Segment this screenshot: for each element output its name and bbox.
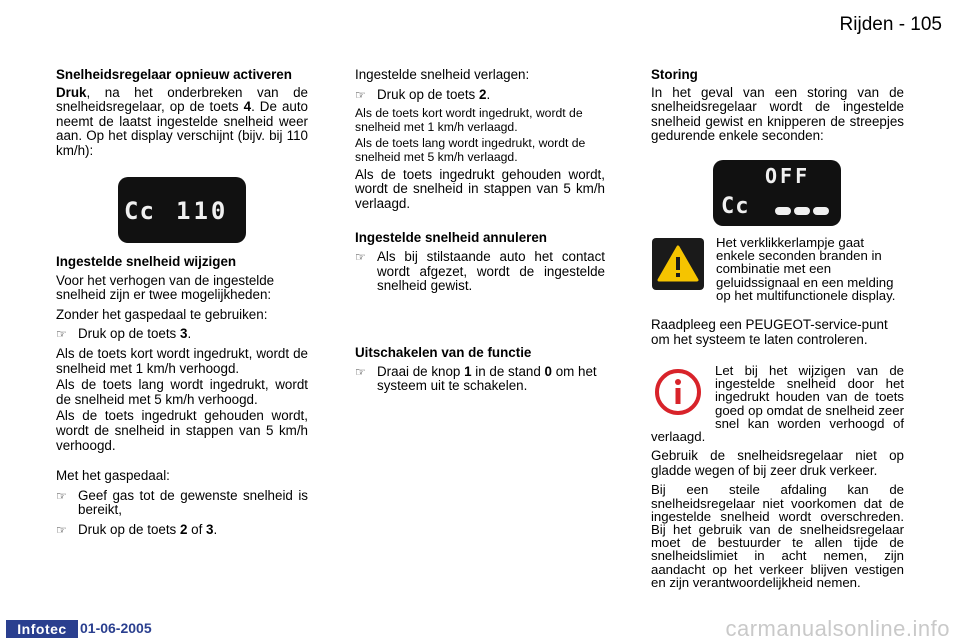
pointer-icon: ☞ <box>56 522 67 537</box>
paragraph-descent: Bij een steile afdaling kan de snelheidsregelaar niet voorkomen dat de ingestelde snelheid wordt overschreden. Bij het gebruik van de snelheidsregelaar moet de bestuurder te allen tijde de snelheidslimiet in acht nemen, zijn aandacht op het verkeer blijven vestigen en zijn verantwoordelijkheid nemen. <box>651 482 904 590</box>
column-1 <box>56 68 308 164</box>
display-cc-label: Cc <box>124 197 155 225</box>
column-3 <box>651 68 904 149</box>
header-dash: - <box>898 14 906 35</box>
info-spacer <box>651 364 715 426</box>
paragraph-contact-service: Raadpleeg een PEUGEOT-service-punt om het systeem te laten controleren. <box>651 317 888 347</box>
column-1-lower <box>56 255 308 543</box>
display-off-label: OFF <box>765 164 811 188</box>
pointer-icon: ☞ <box>355 87 366 102</box>
paragraph-increase: Voor het verhogen van de ingestelde snelheid zijn er twee mogelijkheden: <box>56 272 275 303</box>
column-2-lower <box>355 346 605 399</box>
bullet-press-3: ☞ Druk op de toets 3. <box>56 326 192 342</box>
section-title: Rijden <box>839 14 894 35</box>
info-text: Let bij het wijzigen van de ingestelde snelheid door het ingedrukt houden van de toets goed op omdat de snelheid zeer snel kan worden verhoogd of verlaagd. <box>651 363 904 445</box>
pointer-icon: ☞ <box>355 249 366 264</box>
pointer-icon: ☞ <box>56 327 67 342</box>
cruise-display-110 <box>118 177 246 243</box>
paragraph-decrease-title: Ingestelde snelheid verlagen: <box>355 67 530 82</box>
heading-malfunction: Storing <box>651 67 698 82</box>
paragraph-with-pedal: Met het gaspedaal: <box>56 468 170 484</box>
bullet-turn-knob: ☞ Draai de knop 1 in de stand 0 om het systeem uit te schakelen. <box>355 363 597 394</box>
bullet-accelerate: ☞ Geef gas tot de gewenste snelheid is bereikt, <box>56 487 308 518</box>
heading-switch-off: Uitschakelen van de functie <box>355 345 532 360</box>
paragraph-malfunction: In het geval van een storing van de snelheidsregelaar wordt de ingestelde snelheid gewist en knipperen de streepjes gedurende enkele seconden: <box>651 84 904 144</box>
warning-text: Het verklikkerlampje gaat enkele seconden branden in combinatie met een geluidssignaal en een melding op het multifunctionele display. <box>716 235 896 303</box>
infotec-logo: Infotec <box>6 620 78 638</box>
warning-icon <box>652 238 704 290</box>
paragraph-reactivate: Druk, na het onderbreken van de snelheidsregelaar, op de toets 4. De auto neemt de laatst ingestelde snelheid weer aan. Op het display verschijnt (bijv. bij 110 km/h): <box>56 84 309 158</box>
display-cc-label: Cc <box>721 194 750 219</box>
watermark: carmanualsonline.info <box>725 616 950 641</box>
bullet-press-2-or-3: ☞ Druk op de toets 2 of 3. <box>56 521 218 537</box>
display-speed-value: 110 <box>176 197 229 225</box>
heading-reactivate: Snelheidsregelaar opnieuw activeren <box>56 67 292 82</box>
column-2 <box>355 68 605 299</box>
paragraph-slippery: Gebruik de snelheidsregelaar niet op gladde wegen of bij zeer druk verkeer. <box>651 448 904 478</box>
paragraph-short-press: Als de toets kort wordt ingedrukt, wordt de snelheid met 1 km/h verhoogd. <box>56 345 308 376</box>
paragraph-long-decrease: Als de toets lang wordt ingedrukt, wordt de snelheid met 5 km/h verlaagd. <box>355 136 586 164</box>
bullet-ignition-off: ☞ Als bij stilstaande auto het contact wordt afgezet, wordt de ingestelde snelheid gewist. <box>355 248 605 294</box>
display-dashes <box>775 202 829 220</box>
page-header <box>840 14 942 36</box>
paragraph-hold-press: Als de toets ingedrukt gehouden wordt, wordt de snelheid in stappen van 5 km/h verhoogd. <box>56 408 308 453</box>
paragraph-hold-decrease: Als de toets ingedrukt gehouden wordt, wordt de snelheid in stappen van 5 km/h verlaagd. <box>355 166 605 211</box>
info-block <box>651 364 904 594</box>
pointer-icon: ☞ <box>355 364 366 379</box>
page-number: 105 <box>910 14 942 35</box>
pointer-icon: ☞ <box>56 488 67 503</box>
heading-change-speed: Ingestelde snelheid wijzigen <box>56 254 237 269</box>
bullet-press-2: ☞ Druk op de toets 2. <box>355 86 491 102</box>
paragraph-no-pedal: Zonder het gaspedaal te gebruiken: <box>56 306 268 322</box>
cruise-display-off <box>713 160 841 226</box>
print-date: 01-06-2005 <box>80 620 152 636</box>
heading-cancel: Ingestelde snelheid annuleren <box>355 230 547 246</box>
paragraph-short-decrease: Als de toets kort wordt ingedrukt, wordt de snelheid met 1 km/h verlaagd. <box>355 106 583 134</box>
paragraph-long-press: Als de toets lang wordt ingedrukt, wordt de snelheid met 5 km/h verhoogd. <box>56 377 308 407</box>
footer <box>0 616 960 641</box>
